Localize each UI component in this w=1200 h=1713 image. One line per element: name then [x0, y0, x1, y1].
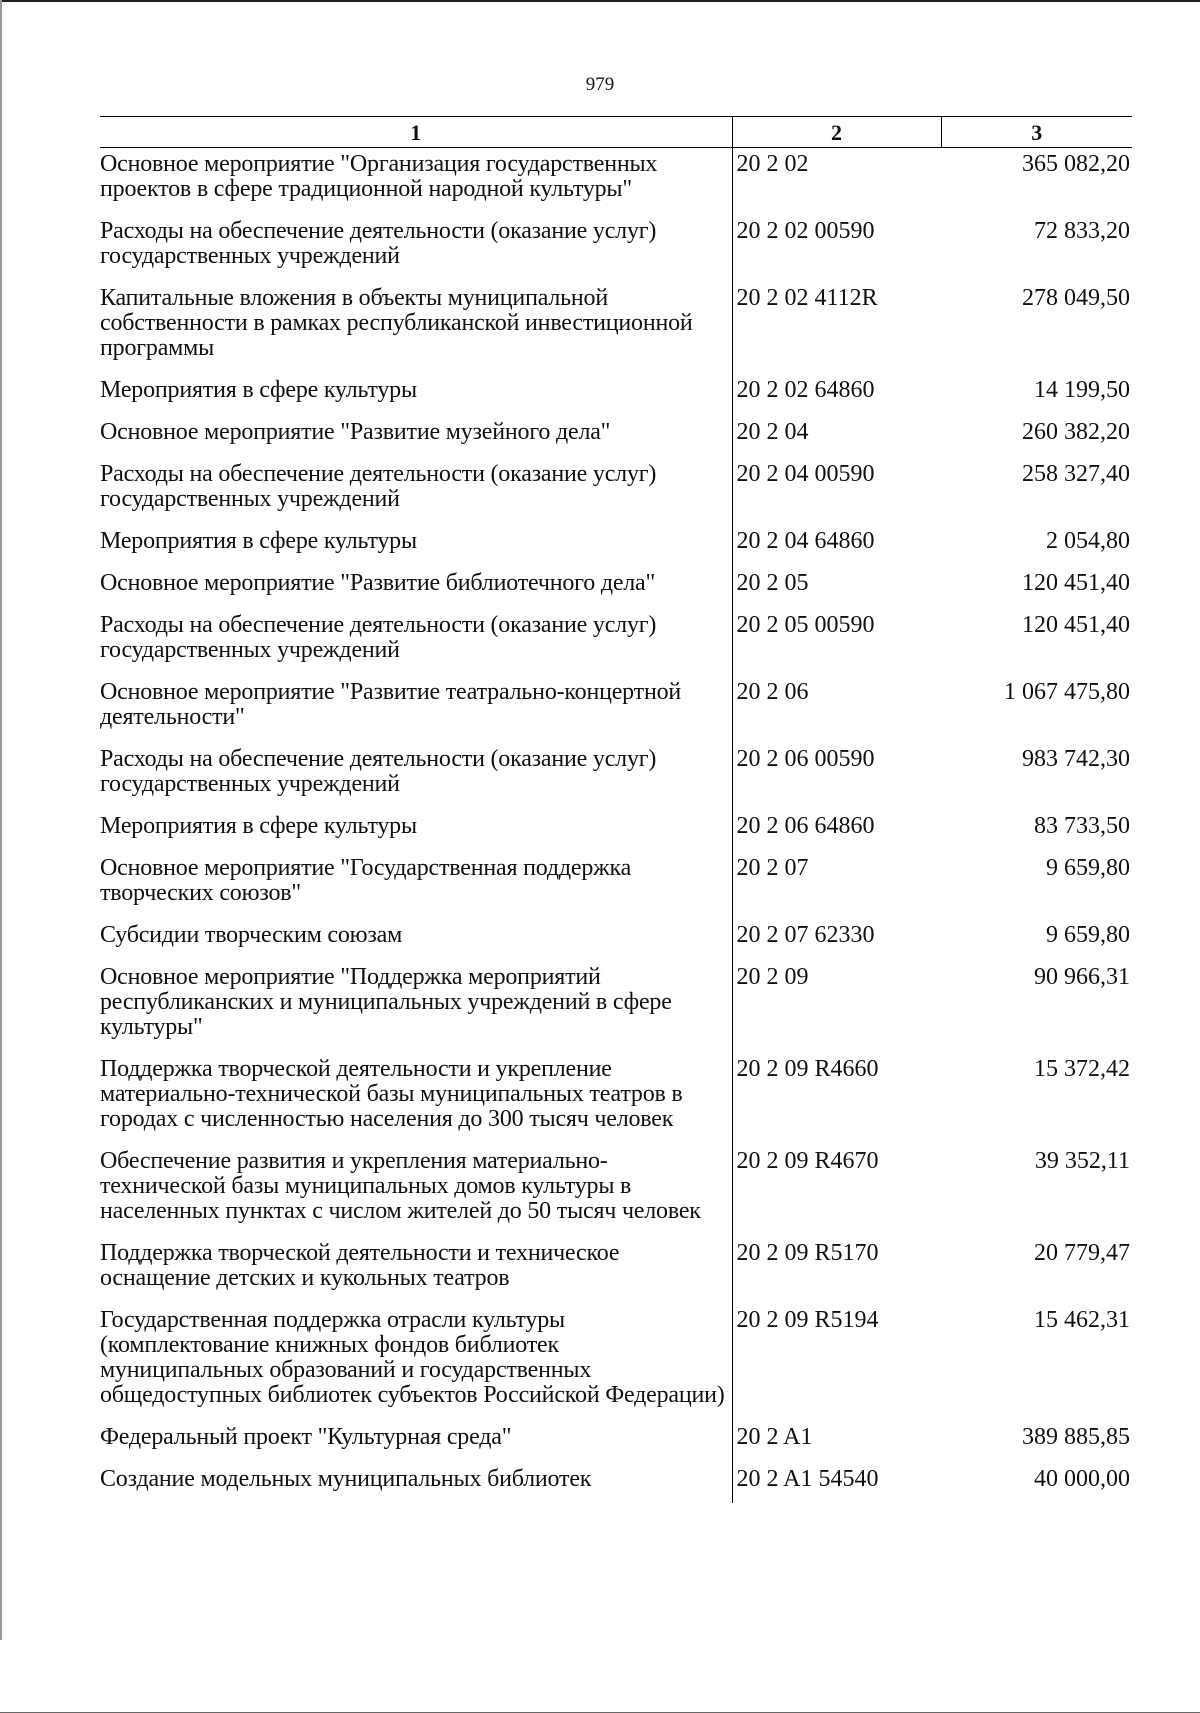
row-code: 20 2 06 00590 [732, 741, 941, 808]
row-amount: 90 966,31 [1034, 964, 1130, 990]
table-row [100, 148, 1132, 214]
table-row [100, 1235, 1132, 1302]
row-amount: 9 659,80 [1046, 855, 1130, 881]
row-code: 20 2 05 00590 [732, 607, 941, 674]
scan-edge-top [0, 0, 1200, 2]
table-row [100, 808, 1132, 850]
row-amount: 120 451,40 [1022, 612, 1130, 638]
row-amount: 20 779,47 [1034, 1240, 1130, 1266]
row-name: Поддержка творческой деятельности и техническое оснащение детских и кукольных театров [100, 1240, 620, 1291]
row-code: 20 2 07 62330 [732, 917, 941, 959]
row-name: Основное мероприятие "Развитие библиотечного дела" [100, 570, 656, 596]
table-row [100, 1419, 1132, 1461]
table-row [100, 414, 1132, 456]
table-row [100, 607, 1132, 674]
row-name: Расходы на обеспечение деятельности (оказание услуг) государственных учреждений [100, 612, 657, 663]
table-row [100, 959, 1132, 1051]
column-header-1: 1 [100, 117, 732, 148]
row-code: 20 2 06 [732, 674, 941, 741]
page-number: 979 [585, 74, 615, 95]
row-amount: 260 382,20 [1022, 419, 1130, 445]
table-row [100, 565, 1132, 607]
row-code: 20 2 09 [732, 959, 941, 1051]
table-row [100, 1051, 1132, 1143]
row-code: 20 2 07 [732, 850, 941, 917]
table-body [100, 148, 1132, 1504]
scan-edge-left [0, 0, 2, 1640]
row-amount: 365 082,20 [1022, 151, 1130, 177]
table-row [100, 280, 1132, 372]
column-header-3: 3 [941, 117, 1132, 148]
table-header [100, 117, 1132, 148]
row-name: Мероприятия в сфере культуры [100, 813, 417, 839]
table-row [100, 850, 1132, 917]
table-row [100, 213, 1132, 280]
row-name: Государственная поддержка отрасли культуры (комплектование книжных фондов библиотек муниципальных образований и государственных общедоступных библиотек субъектов Российской Федерации) [100, 1307, 725, 1408]
row-amount: 39 352,11 [1034, 1148, 1130, 1174]
row-name: Расходы на обеспечение деятельности (оказание услуг) государственных учреждений [100, 218, 657, 269]
table-row [100, 372, 1132, 414]
table-row [100, 523, 1132, 565]
row-name: Расходы на обеспечение деятельности (оказание услуг) государственных учреждений [100, 461, 657, 512]
row-code: 20 2 05 [732, 565, 941, 607]
table-row [100, 917, 1132, 959]
row-amount: 2 054,80 [1046, 528, 1130, 554]
table-row [100, 1461, 1132, 1503]
row-name: Субсидии творческим союзам [100, 922, 403, 948]
row-amount: 72 833,20 [1034, 218, 1130, 244]
row-name: Мероприятия в сфере культуры [100, 377, 417, 403]
row-name: Основное мероприятие "Поддержка мероприятий республиканских и муниципальных учреждений в сфере культуры" [100, 964, 672, 1040]
row-name: Капитальные вложения в объекты муниципальной собственности в рамках республиканской инвестиционной программы [100, 285, 693, 361]
table-row [100, 741, 1132, 808]
row-amount: 120 451,40 [1022, 570, 1130, 596]
row-amount: 258 327,40 [1022, 461, 1130, 487]
row-amount: 15 372,42 [1034, 1056, 1130, 1082]
row-name: Расходы на обеспечение деятельности (оказание услуг) государственных учреждений [100, 746, 657, 797]
row-name: Основное мероприятие "Организация государственных проектов в сфере традиционной народной культуры" [100, 151, 658, 202]
budget-table [100, 116, 1132, 1503]
row-name: Создание модельных муниципальных библиотек [100, 1466, 592, 1492]
table-row [100, 1302, 1132, 1419]
column-header-2: 2 [732, 117, 941, 148]
row-name: Обеспечение развития и укрепления материально-технической базы муниципальных домов культуры в населенных пунктах с числом жителей до 50 тысяч человек [100, 1148, 701, 1224]
row-code: 20 2 02 [732, 148, 941, 214]
row-amount: 9 659,80 [1046, 922, 1130, 948]
row-amount: 983 742,30 [1022, 746, 1130, 772]
row-code: 20 2 09 R5170 [732, 1235, 941, 1302]
row-code: 20 2 09 R5194 [732, 1302, 941, 1419]
row-code: 20 2 04 [732, 414, 941, 456]
row-name: Основное мероприятие "Государственная поддержка творческих союзов" [100, 855, 632, 906]
row-amount: 389 885,85 [1022, 1424, 1130, 1450]
row-code: 20 2 04 64860 [732, 523, 941, 565]
row-name: Поддержка творческой деятельности и укрепление материально-технической базы муниципальных театров в городах с численностью населения до 300 тысяч человек [100, 1056, 683, 1132]
table-row [100, 456, 1132, 523]
row-code: 20 2 02 00590 [732, 213, 941, 280]
row-name: Основное мероприятие "Развитие музейного дела" [100, 419, 611, 445]
row-amount: 1 067 475,80 [1004, 679, 1130, 705]
row-code: 20 2 09 R4670 [732, 1143, 941, 1235]
row-code: 20 2 04 00590 [732, 456, 941, 523]
row-code: 20 2 06 64860 [732, 808, 941, 850]
row-name: Федеральный проект "Культурная среда" [100, 1424, 512, 1450]
row-code: 20 2 02 4112R [732, 280, 941, 372]
row-code: 20 2 A1 [732, 1419, 941, 1461]
header-row [100, 117, 1132, 148]
row-amount: 83 733,50 [1034, 813, 1130, 839]
row-amount: 278 049,50 [1022, 285, 1130, 311]
row-code: 20 2 A1 54540 [732, 1461, 941, 1503]
row-amount: 40 000,00 [1034, 1466, 1130, 1492]
table-row [100, 674, 1132, 741]
row-code: 20 2 02 64860 [732, 372, 941, 414]
row-name: Основное мероприятие "Развитие театрально-концертной деятельности" [100, 679, 682, 730]
row-name: Мероприятия в сфере культуры [100, 528, 417, 554]
table-row [100, 1143, 1132, 1235]
row-code: 20 2 09 R4660 [732, 1051, 941, 1143]
row-amount: 15 462,31 [1034, 1307, 1130, 1333]
row-amount: 14 199,50 [1034, 377, 1130, 403]
